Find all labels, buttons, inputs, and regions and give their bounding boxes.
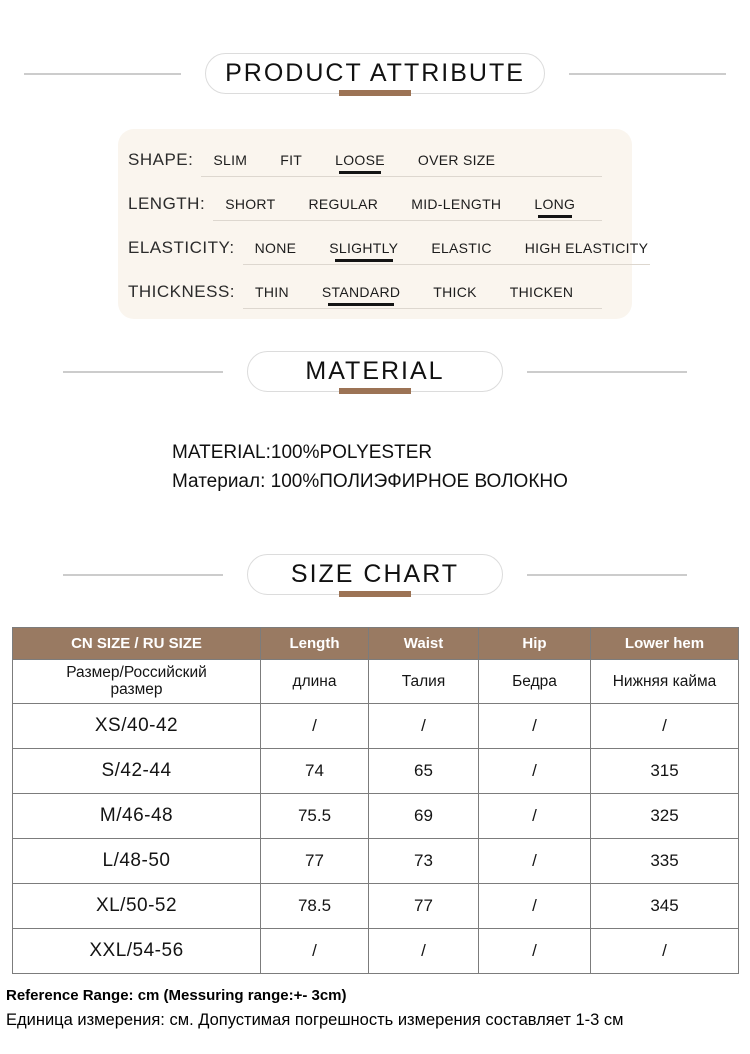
attribute-label: THICKNESS:	[128, 282, 236, 301]
size-value: /	[369, 929, 479, 974]
attribute-options	[201, 152, 602, 177]
attribute-option-thick: THICK	[433, 284, 477, 300]
column-header-cn-size-ru-size: CN SIZE / RU SIZE	[13, 628, 261, 660]
attribute-option-loose: LOOSE	[335, 152, 385, 168]
attribute-option-long: LONG	[534, 196, 576, 212]
column-header-ru-размер-российский-размер	[13, 660, 261, 704]
size-value: 75.5	[261, 794, 369, 839]
attribute-option-mid-length: MID-LENGTH	[411, 196, 502, 212]
column-header-ru-text: Размер/Российский размер	[66, 663, 207, 699]
size-label: XS/40-42	[13, 704, 261, 749]
header-left-line	[63, 371, 223, 373]
header-right-line	[569, 73, 726, 75]
size-value: /	[479, 749, 591, 794]
size-chart-header	[0, 554, 750, 595]
table-header-row-ru	[13, 660, 739, 704]
column-header-length: Length	[261, 628, 369, 660]
attribute-option-over-size: OVER SIZE	[417, 152, 496, 168]
size-value: 78.5	[261, 884, 369, 929]
header-left-line	[63, 574, 223, 576]
attribute-option-short: SHORT	[225, 196, 276, 212]
size-row-m-46-48	[13, 794, 739, 839]
table-header-row-en	[13, 628, 739, 660]
attribute-row-elasticity	[128, 238, 649, 265]
size-value: /	[479, 794, 591, 839]
attribute-label: ELASTICITY:	[128, 238, 235, 257]
column-header-ru-талия	[369, 660, 479, 704]
size-row-xl-50-52	[13, 884, 739, 929]
header-right-line	[527, 371, 687, 373]
size-value: 315	[591, 749, 739, 794]
header-left-line	[24, 73, 181, 75]
attribute-option-elastic: ELASTIC	[431, 240, 492, 256]
attribute-row-length	[128, 194, 602, 221]
size-label: M/46-48	[13, 794, 261, 839]
size-chart-table	[12, 627, 739, 974]
column-header-waist: Waist	[369, 628, 479, 660]
measurement-unit-note-ru: Единица измерения: см. Допустимая погрешность измерения составляет 1-3 см	[6, 1011, 624, 1029]
size-row-l-48-50	[13, 839, 739, 884]
attribute-options	[213, 196, 602, 221]
attribute-option-slightly: SLIGHTLY	[329, 240, 399, 256]
column-header-ru-text: Бедра	[512, 672, 557, 690]
size-value: /	[479, 839, 591, 884]
size-value: /	[479, 704, 591, 749]
size-value: 69	[369, 794, 479, 839]
material-line-en: MATERIAL:100%POLYESTER	[172, 442, 433, 463]
material-header	[0, 351, 750, 392]
size-row-s-42-44	[13, 749, 739, 794]
size-value: 77	[261, 839, 369, 884]
size-value: 335	[591, 839, 739, 884]
attribute-option-high-elasticity: HIGH ELASTICITY	[524, 240, 649, 256]
material-title: MATERIAL	[305, 357, 445, 385]
attribute-options	[243, 284, 602, 309]
size-row-xxl-54-56	[13, 929, 739, 974]
attribute-option-thicken: THICKEN	[509, 284, 574, 300]
measurement-notes	[6, 987, 750, 1030]
size-label: S/42-44	[13, 749, 261, 794]
size-value: /	[261, 704, 369, 749]
size-label: XXL/54-56	[13, 929, 261, 974]
material-description	[172, 438, 750, 496]
column-header-hip: Hip	[479, 628, 591, 660]
column-header-ru-text: длина	[292, 672, 337, 690]
size-value: 73	[369, 839, 479, 884]
size-value: /	[369, 704, 479, 749]
size-value: /	[479, 884, 591, 929]
column-header-ru-text: Талия	[401, 672, 446, 690]
product-attribute-title-pill	[205, 53, 546, 94]
size-value: /	[261, 929, 369, 974]
attribute-options	[243, 240, 651, 265]
size-value: 65	[369, 749, 479, 794]
column-header-ru-нижняя-кайма	[591, 660, 739, 704]
attribute-option-regular: REGULAR	[308, 196, 379, 212]
header-right-line	[527, 574, 687, 576]
attribute-option-thin: THIN	[255, 284, 289, 300]
size-value: 74	[261, 749, 369, 794]
column-header-ru-длина	[261, 660, 369, 704]
material-line-ru: Материал: 100%ПОЛИЭФИРНОЕ ВОЛОКНО	[172, 471, 568, 492]
size-chart-title-pill	[247, 554, 503, 595]
size-label: L/48-50	[13, 839, 261, 884]
column-header-ru-text: Нижняя кайма	[612, 672, 717, 690]
size-value: /	[591, 704, 739, 749]
size-row-xs-40-42	[13, 704, 739, 749]
size-value: 345	[591, 884, 739, 929]
size-value: /	[479, 929, 591, 974]
column-header-lower-hem: Lower hem	[591, 628, 739, 660]
material-title-pill	[247, 351, 503, 392]
attributes-panel	[118, 129, 649, 319]
size-value: 77	[369, 884, 479, 929]
attribute-label: SHAPE:	[128, 150, 194, 169]
attribute-row-thickness	[128, 282, 602, 309]
size-label: XL/50-52	[13, 884, 261, 929]
reference-range-note: Reference Range: cm (Messuring range:+- 3cm)	[6, 987, 347, 1004]
attribute-option-standard: STANDARD	[321, 284, 401, 300]
attribute-row-shape	[128, 150, 602, 177]
size-value: 325	[591, 794, 739, 839]
product-attribute-title: PRODUCT ATTRIBUTE	[225, 59, 525, 87]
size-value: /	[591, 929, 739, 974]
product-attribute-header	[0, 53, 750, 94]
attribute-option-fit: FIT	[280, 152, 303, 168]
attribute-option-none: NONE	[254, 240, 297, 256]
column-header-ru-бедра	[479, 660, 591, 704]
size-chart-title: SIZE CHART	[290, 560, 460, 588]
attribute-option-slim: SLIM	[213, 152, 248, 168]
attribute-label: LENGTH:	[128, 194, 206, 213]
